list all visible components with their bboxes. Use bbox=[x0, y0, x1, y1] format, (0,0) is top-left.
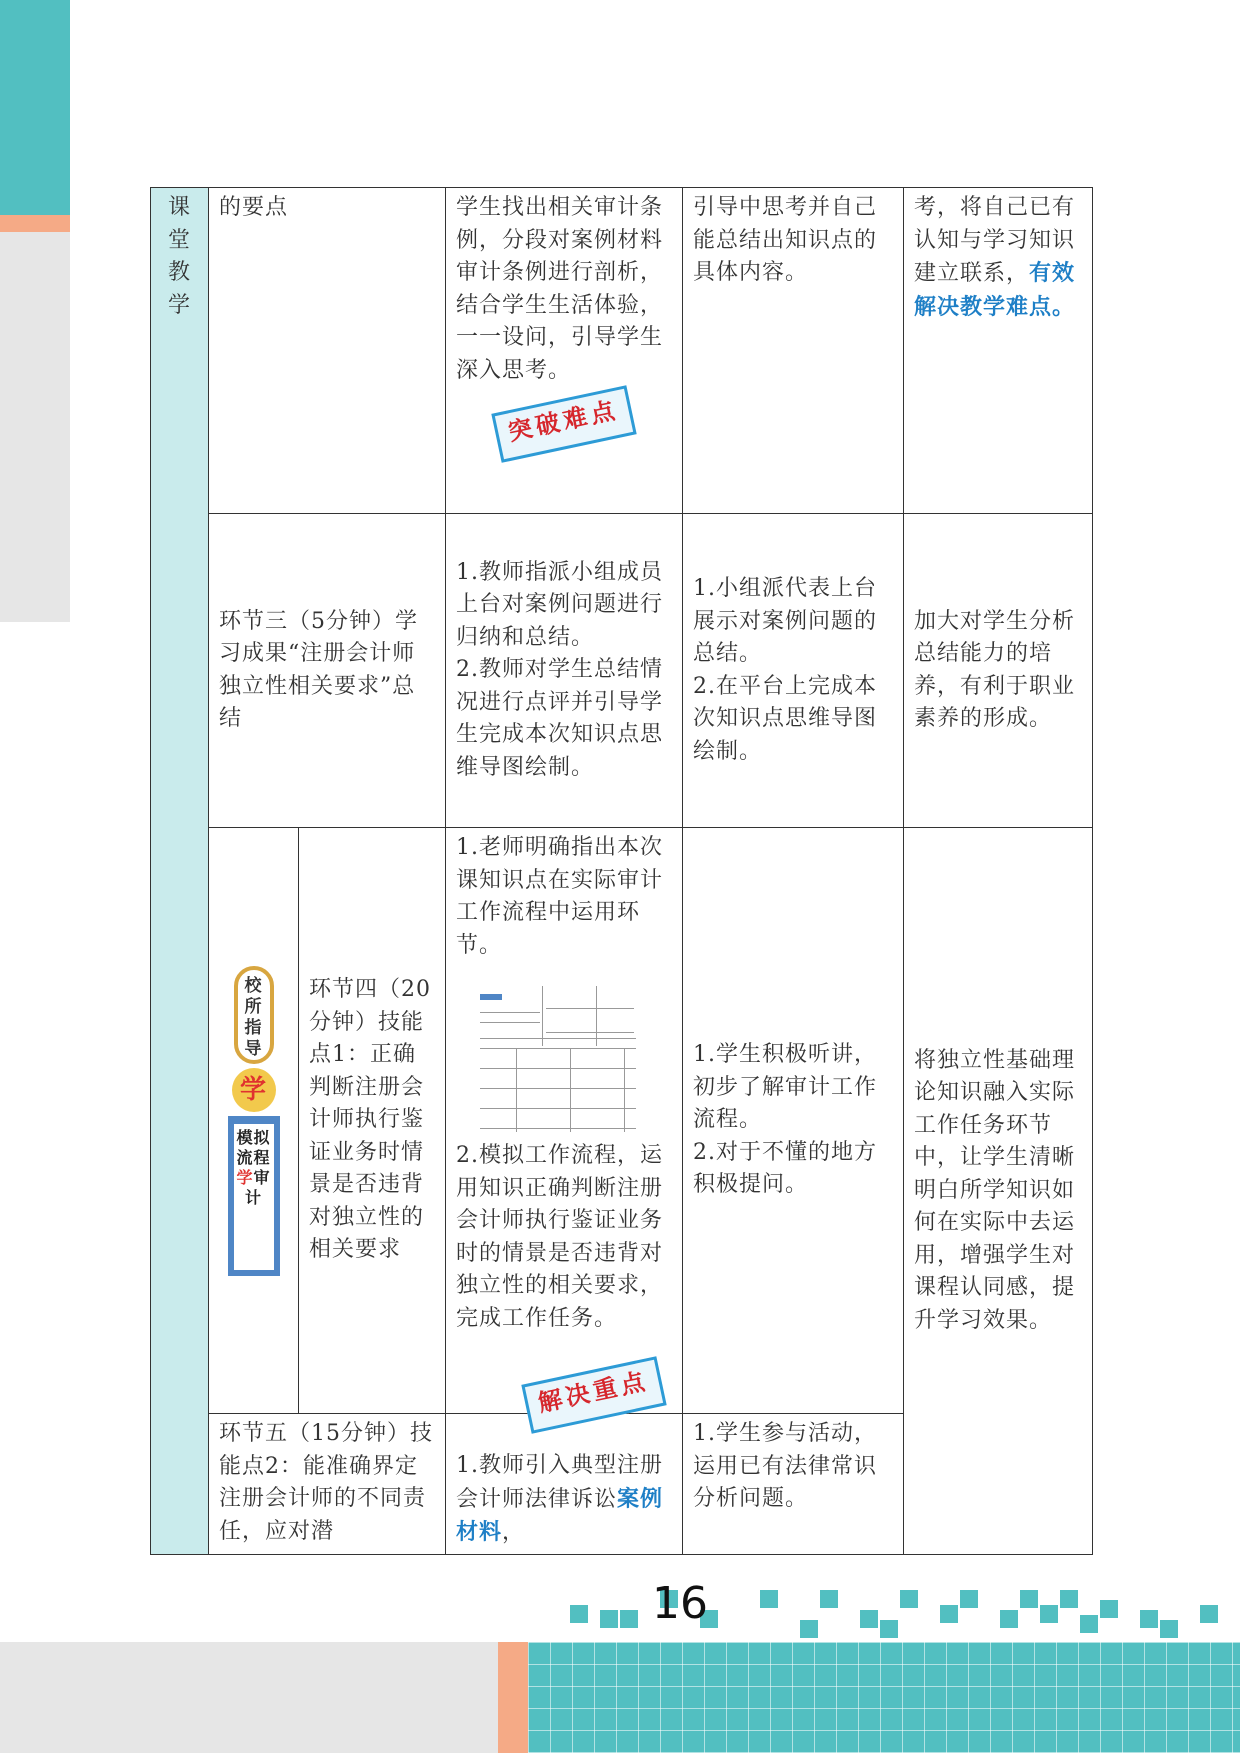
pixel-square bbox=[1140, 1610, 1158, 1628]
pixel-square bbox=[1040, 1605, 1058, 1623]
stage-cell: 环节三（5分钟）学习成果“注册会计师独立性相关要求”总结 bbox=[209, 514, 446, 828]
pixel-square bbox=[1000, 1610, 1018, 1628]
table-row bbox=[151, 188, 1093, 514]
teacher-activity-suffix: ， bbox=[502, 1520, 526, 1545]
badge-mid: 学 bbox=[232, 1068, 276, 1112]
footer-teal-grid bbox=[528, 1642, 1240, 1753]
teacher-activity-text: 1.教师引入典型注册会计师法律诉讼 bbox=[456, 1453, 664, 1512]
stage-cell: 环节五（15分钟）技能点2：能准确界定注册会计师的不同责任，应对潜 bbox=[209, 1414, 446, 1555]
category-char: 课 bbox=[167, 195, 191, 220]
side-orange-band bbox=[0, 215, 70, 232]
category-label bbox=[161, 192, 198, 322]
badge-top: 校所指导 bbox=[234, 966, 274, 1064]
footer-grey-band bbox=[0, 1642, 500, 1753]
table-row bbox=[151, 828, 1093, 1414]
pixel-square bbox=[600, 1610, 618, 1628]
intent-text: 考，将自己已有认知与学习知识建立联系， bbox=[914, 195, 1076, 286]
student-activity-cell: 引导中思考并自己能总结出知识点的具体内容。 bbox=[683, 188, 904, 514]
student-activity-cell: 1.学生参与活动，运用已有法律常识分析问题。 bbox=[683, 1414, 904, 1555]
pixel-square bbox=[880, 1620, 898, 1638]
pixel-square bbox=[960, 1590, 978, 1608]
pixel-square bbox=[1060, 1590, 1078, 1608]
design-intent-cell bbox=[904, 188, 1093, 514]
badge-bottom-a: 模拟流程 bbox=[236, 1127, 271, 1167]
student-activity-cell: 1.学生积极听讲，初步了解审计工作流程。 2.对于不懂的地方积极提问。 bbox=[683, 828, 904, 1414]
design-intent-cell: 将独立性基础理论知识融入实际工作任务环节中，让学生清晰明白所学知识如何在实际中去运用，增强学生对课程认同感，提升学习效果。 bbox=[904, 828, 1093, 1555]
badge-bottom bbox=[228, 1116, 280, 1276]
pixel-square bbox=[860, 1610, 878, 1628]
pixel-square bbox=[1160, 1620, 1178, 1638]
pixel-square bbox=[1080, 1615, 1098, 1633]
teacher-activity-cell bbox=[446, 1414, 683, 1555]
pixel-square bbox=[1200, 1605, 1218, 1623]
student-activity-cell: 1.小组派代表上台展示对案例问题的总结。 2.在平台上完成本次知识点思维导图绘制。 bbox=[683, 514, 904, 828]
teacher-activity-cell bbox=[446, 828, 683, 1414]
pixel-square bbox=[900, 1590, 918, 1608]
pixel-square bbox=[1020, 1590, 1038, 1608]
breakthrough-stamp: 突破难点 bbox=[491, 385, 636, 463]
pixel-square bbox=[570, 1605, 588, 1623]
case-material-link: 案例材料 bbox=[456, 1485, 664, 1545]
pixel-square bbox=[800, 1620, 818, 1638]
teacher-activity-cell: 1.教师指派小组成员上台对案例问题进行归纳和总结。 2.教师对学生总结情况进行点评并引导学生完成本次知识点思维导图绘制。 bbox=[446, 514, 683, 828]
category-char: 堂 bbox=[167, 227, 191, 253]
pixel-square bbox=[760, 1590, 778, 1608]
category-char: 学 bbox=[167, 292, 191, 318]
teacher-activity-cell bbox=[446, 188, 683, 514]
badge-cell bbox=[209, 828, 299, 1414]
table-row bbox=[151, 514, 1093, 828]
category-char: 教 bbox=[167, 260, 191, 285]
footer-orange-band bbox=[498, 1642, 528, 1753]
side-teal-band bbox=[0, 0, 70, 215]
page-number: 16 bbox=[652, 1578, 708, 1629]
pixel-square bbox=[820, 1590, 838, 1608]
lesson-table bbox=[150, 187, 1093, 1555]
intent-highlight: 有效解决教学难点。 bbox=[914, 260, 1076, 320]
pixel-square bbox=[620, 1610, 638, 1628]
workflow-document-thumbnail bbox=[476, 972, 636, 1132]
badge-bottom-red: 学 bbox=[236, 1167, 254, 1187]
design-intent-cell: 加大对学生分析总结能力的培养，有利于职业素养的形成。 bbox=[904, 514, 1093, 828]
pixel-square bbox=[940, 1605, 958, 1623]
teacher-activity-text-a: 1.老师明确指出本次课知识点在实际审计工作流程中运用环节。 bbox=[456, 835, 664, 958]
stage-cell: 环节四（20分钟）技能点1：正确判断注册会计师执行鉴证业务时情景是否违背对独立性的相关要求 bbox=[299, 828, 446, 1414]
badge-bottom-b: 审计 bbox=[244, 1167, 271, 1207]
school-guidance-badge bbox=[228, 966, 280, 1276]
key-point-stamp: 解决重点 bbox=[521, 1356, 666, 1434]
teacher-activity-text-b: 2.模拟工作流程，运用知识正确判断注册会计师执行鉴证业务时的情景是否违背对独立性的相关要求，完成工作任务。 bbox=[456, 1143, 664, 1331]
category-cell bbox=[151, 188, 209, 1555]
stage-cell: 的要点 bbox=[209, 188, 446, 514]
side-grey-band bbox=[0, 232, 70, 622]
teacher-activity-text: 学生找出相关审计条例，分段对案例材料审计条例进行剖析，结合学生生活体验，一一设问，引导学生深入思考。 bbox=[456, 195, 664, 383]
pixel-square bbox=[1100, 1600, 1118, 1618]
